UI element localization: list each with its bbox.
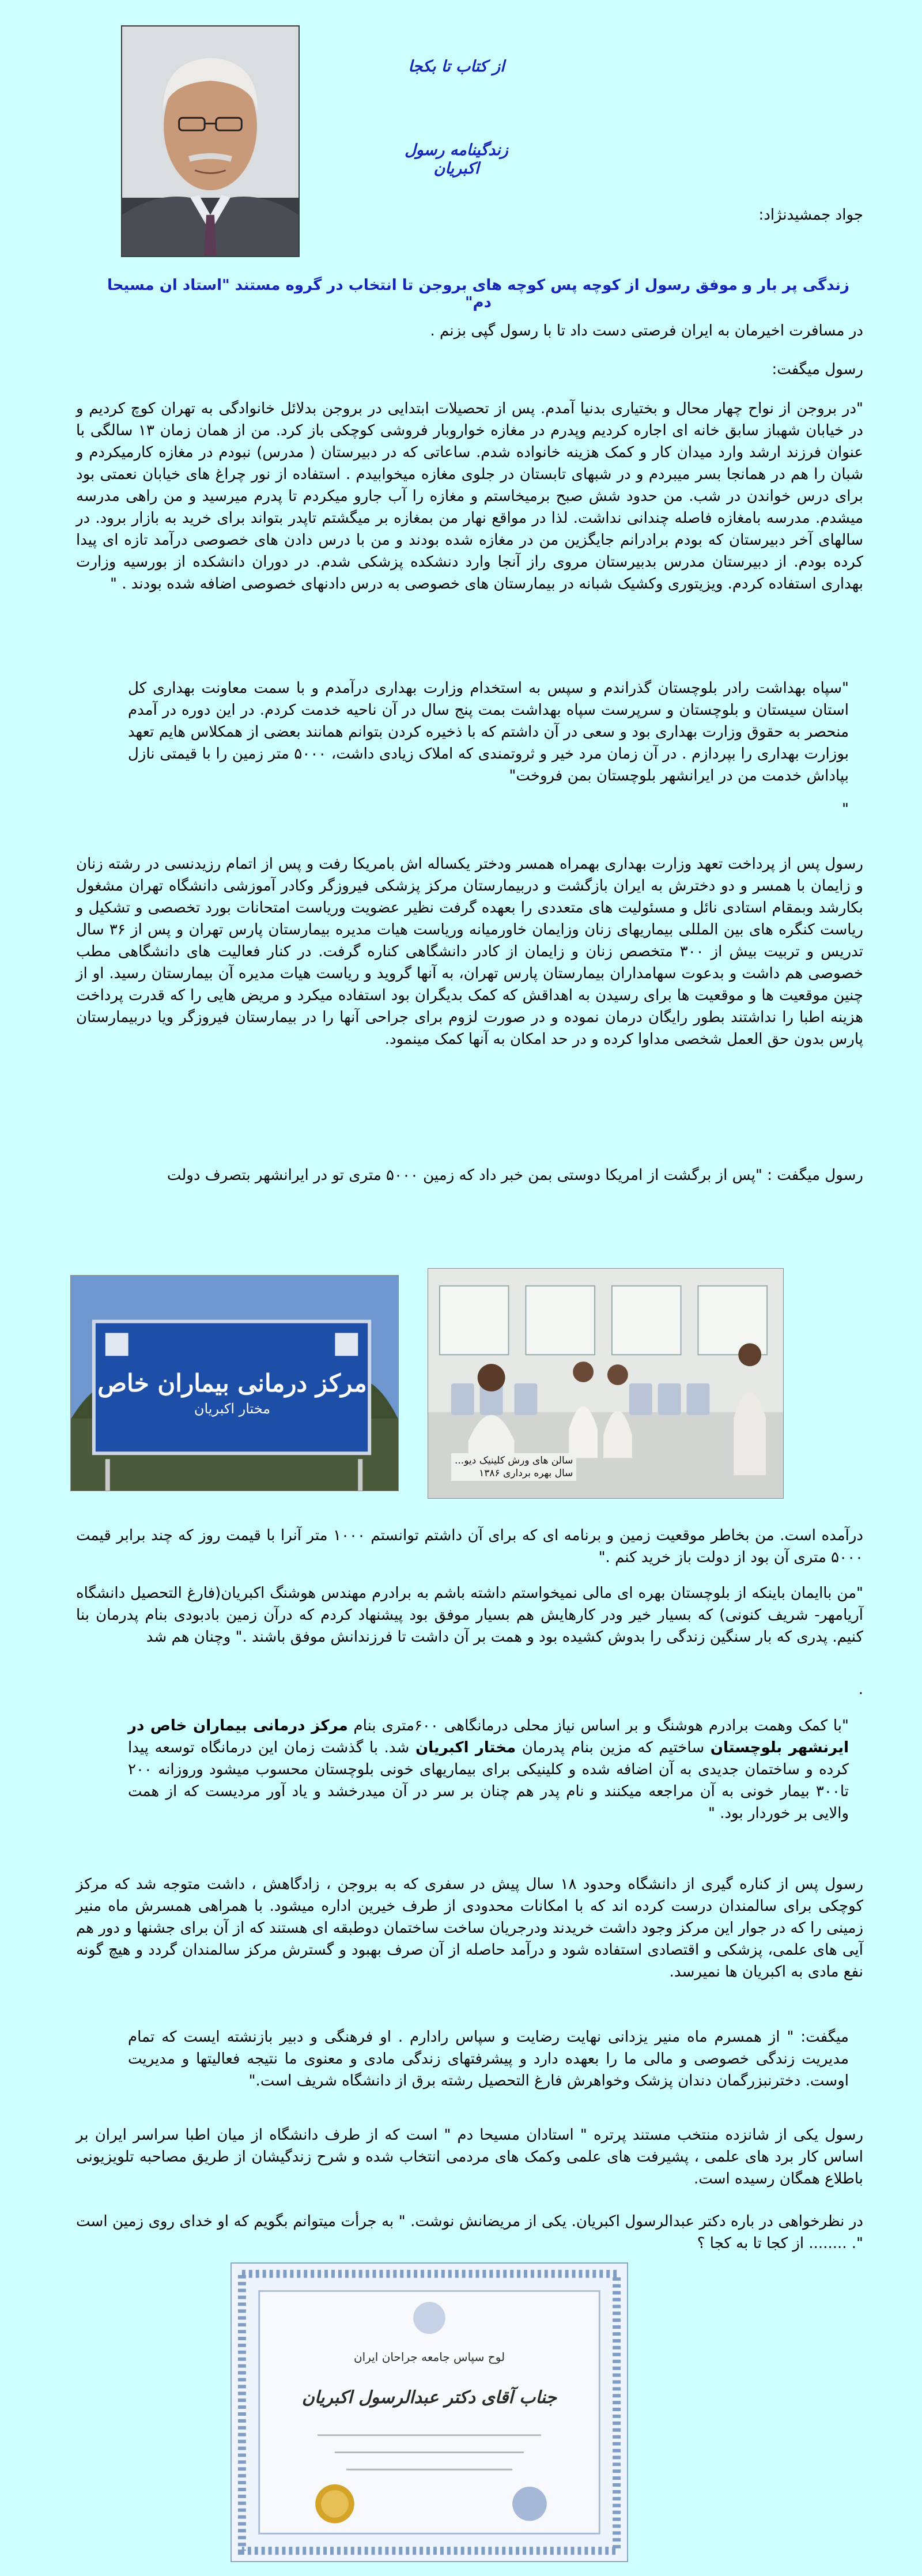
paragraph-family: میگفت: " از همسرم ماه منیر یزدانی نهایت رضایت و سپاس رادارم . او فرهنگی و دبیر بازنشته ایست که تمام مدیریت زندگی خصوصی و مالی ما را بعهده دارد و پیشرفتهای زندگی مادی و معنوی ما نتیجه فعالیتها و مدیریت اوست. دخترنبزرگمان دندان پزشک وخواهرش فارغ التحصیل رشته برق از دانشگاه شریف است." — [128, 2028, 849, 2090]
photo-caption — [451, 1453, 576, 1481]
photo-caption-line1: سالن های ورش کلینیک دیو... — [455, 1455, 573, 1466]
clinic-text-2: ساختیم که مزین بنام پدرمان — [516, 1739, 711, 1756]
paragraph-land: رسول میگفت : "پس از برگشت از امریکا دوستی بمن خبر داد که زمین ۵۰۰۰ متری تو در ایرانشهر بتصرف دولت — [167, 1167, 863, 1184]
paragraph-clinic — [128, 1715, 849, 1824]
certificate-line2: جناب آقای دکتر عبدالرسول اکبریان — [301, 2388, 557, 2408]
portrait-photo — [121, 25, 300, 257]
paragraph-documentary: رسول یکی از شانزده منتخب مستند پرتره " استادان مسیحا دم " است که از طرف دانشگاه از میان اطبا سراسر ایران بر اساس کار برد های علمی ، پشیرفت های علمی وکمک های مردمی انتخاب شده و شرح زندگیشان از طریق مصاحبه تلویزیونی باطلاع همگان رسیده است. — [76, 2126, 863, 2187]
photo-caption-line2: سال بهره برداری ۱۳۸۶ — [479, 1468, 573, 1479]
clinic-sign — [94, 1368, 371, 1419]
clinic-sign-subtitle: مختار اکبریان — [194, 1401, 271, 1417]
quote-mark: " — [842, 801, 849, 818]
biography-title: زندگینامه رسول اکبریان — [405, 141, 508, 178]
certificate-line1: لوح سپاس جامعه جراحان ایران — [353, 2350, 505, 2364]
clinic-sign-title: مرکز درمانی بیماران خاص — [97, 1369, 367, 1397]
clinic-name: مرکز درمانی بیماران خاص در ایرنشهر بلوچستان — [128, 1717, 849, 1756]
waiting-room-photo — [428, 1268, 784, 1499]
paragraph-buyback: درآمده است. من بخاطر موقعیت زمین و برنامه ای که برای آن داشتم توانستم ۱۰۰۰ متر آنرا با قیمت روز که چند برابر قیمت ۵۰۰۰ متری آن بود از دولت باز خرید کنم ." — [76, 1527, 864, 1566]
paragraph-childhood: "در بروجن از نواح چهار محال و بختیاری بدنیا آمدم. پس از تحصیلات ابتدایی در بروجن بدلائل خانوادگی به تهران کوچ کردیم و در خیابان شهباز سابق خانه ای اجاره کردیم وپدرم در مغازه خواروبار فروشی کوچکی باز کرد. من از همان زمان ۱۳ سالگی با عنوان فرزند ارشد وارد میدان کار و کمک هزینه خانواده شدم. ساعاتی که در دبیرستان ( مدرس) نبودم در مغازه کارمیکردم و شبان را هم در همانجا بسر میبردم و در شبهای تابستان در جلوی مغازه میخوابیدم . استفاده از نور چراغ های خیابان نعمتی بود برای درس خواندن در شب. من حدود شش صبح برمیخاستم و مغازه را آب جارو میکردم تا پدرم میرسید و من راهی مدرسه میشدم. مدرسه بامغازه فاصله چندانی نداشت. لذا در مواقع نهار من بمغازه بر میگشتم تاپدر بتواند برای خرید به بازار برود. در سالهای آخر دبیرستان که بودم برادرانم جایگزین من در مغازه شده بودند و من با درس دادن های خصوصی درآمد تازه ای پیدا کرده بودم. از دبیرستان مدرس بدبیرستان مروی راز آنجا وارد دنشکده پزشکی شدم. در دوران دانشکده از بورسیه وزارت بهداری استفاده کردم. ویزیتوری وکشیک شبانه در بیمارستان های خصوصی به درس دادنهای خصوصی اضافه شده بودند . " — [76, 400, 863, 593]
paragraph-dot: . — [858, 1681, 863, 1698]
paragraph-career: رسول پس از پرداخت تعهد وزارت بهداری بهمراه همسر ودختر یکساله اش بامریکا رفت و پس از اتمام رزیدنسی در رشته زنان و زایمان با همسر و دو دخترش به ایران بازگشت و دربیمارستان مرکز پزشکی فیروزگر وکادر آموزشی دانشگاه تهران مشغول بکارشد وبمقام استادی نائل و مسئولیت های متعددی را بعهده گرفت نظیر عضویت وریاست امتحانات بورد تخصصی و تشکیل و ریاست کنگره های بین المللی بیماریهای زنان وزایمان خاورمیانه وریاست هیات مدیره بیمارستان پارس تهران و پس از ۳۶ سال تدریس و تربیت بیش از ۳۰۰ متخصص زنان و زایمان از کادر دانشگاهی کناره گرفت. در کنار فعالیت های دانشگاهی مطب خصوصی هم داشت و بدعوت سهامداران بیمارستان پارس تهران، به آنها گروید و ریاست هیات مدیره آن بیمارستان رسید. او از چنین موقعیت ها و موقعیت ها برای رسیدن به اهداقش که کمک بدیگران بود استفاده میکرد و مریض هایی را که قدرت پرداخت هزینه اطبا را نداشتند بطور رایگان درمان نموده و در صورت لزوم برای جراحی آنها را در بیمارستان فیروزگر ویا دربیمارستان پارس بدون حق العمل شخصی مداوا کرده و در حد امکان به آنها کمک مینمود. — [76, 855, 864, 1048]
paragraph-elderly-center: رسول پس از کناره گیری از دانشگاه وحدود ۱۸ سال پیش در سفری که به بروجن ، زادگاهش ، داشت متوجه شد که مرکز کوچکی برای سالمندان درست کرده اند که با امکانات محدودی از طرف خیرین اداره میشود. با همراهی همسرش ماه منیر زمینی را که در جوار این مرکز وجود داشت خریدند ودرجریان ساخت ساختمان دوطبقه ای هستند که از آن برای جشنها و دور هم آیی های علمی، پزشکی و اقتصادی استفاده شود و درآمد حاصله از آن صرف بهبود و گسترش مرکز سالمندان گردد و هیچ گونه نفع مادی به اکبریان ها نمیرسد. — [76, 1876, 864, 1981]
book-source-line: از کتاب تا بکجا — [408, 58, 505, 76]
article-headline: زندگی پر بار و موفق رسول از کوچه پس کوچه های بروجن تا انتخاب در گروه مستند "استاد ان مسیحا دم" — [107, 277, 849, 311]
certificate-image — [231, 2262, 628, 2562]
says-label: رسول میگفت: — [772, 361, 863, 378]
paragraph-baluchestan: "سپاه بهداشت رادر بلوچستان گذراندم و سپس به استخدام وزارت بهداری درآمدم و با سمت معاونت بهداری کل استان سیستان و بلوچستان و سرپرست سپاه بهداشت بمت پنج سال در آن ناحیه خدمت کردم. در این دوره در آمدم منحصر به حقوق وزارت بهداری بود و سعی در آن داشتم که با ذخیره کردن بتوانم همانند بعضی از همکلاس هایم تعهد بوزارت بهداری را بپردازم . در آن زمان مرد خیر و ثروتمندی که املاک زیادی داشت، ۵۰۰۰ متر زمین را با قیمتی نازل بپاداش خدمت من در ایرانشهر بلوچستان بمن فروخت" — [128, 680, 849, 785]
clinic-sign-photo — [70, 1275, 399, 1491]
clinic-text-3: شد. با گذشت زمان این درمانگاه توسعه پیدا کرده و ساختمان جدیدی به آن اضافه شده و کلینیکی برای بیماریهای خونی بلوچستان محسوب میشود وروزانه ۲۰۰ تا۳۰۰ بیمار خونی به آن مراجعه میکنند و نام پدر هم چنان بر سر در آن میدرخشد و یاد آور مردیست که از همت والایی بر خوردار بود. " — [128, 1739, 849, 1822]
paragraph-patient-quote: در نظرخواهی در باره دکتر عبدالرسول اکبریان. یکی از مریضانش نوشت. " به جرأت میتوانم بگویم که او خدای روی زمین است ". ........ از کجا تا به کجا ؟ — [76, 2213, 863, 2252]
paragraph-memorial: "من باایمان باینکه از بلوچستان بهره ای مالی نمیخواستم داشته باشم به برادرم مهندس هوشنگ اکبریان(فارغ التحصیل دانشگاه آریامهر- شریف کنونی) که بسیار خیر ودر کارهایش هم بسیار موفق بود پیشنهاد کردم که درآن زمین بادبودی بنام پدرمان بنا کنیم. پدری که بار سنگین زندگی را بدوش کشیده بود و همت بر آن داشت تا فرزندانش موفق باشند ." وچنان هم شد — [76, 1585, 863, 1646]
clinic-text-1: "با کمک وهمت برادرم هوشنگ و بر اساس نیاز محلی درمانگاهی ۶۰۰متری بنام — [347, 1717, 849, 1734]
article-page — [70, 0, 863, 2576]
intro-paragraph: در مسافرت اخیرمان به ایران فرصتی دست داد تا با رسول گپی بزنم . — [430, 322, 863, 340]
father-name: مختار اکبریان — [415, 1739, 516, 1756]
article-header — [70, 17, 863, 259]
author-name: جواد جمشیدنژاد: — [758, 206, 863, 224]
